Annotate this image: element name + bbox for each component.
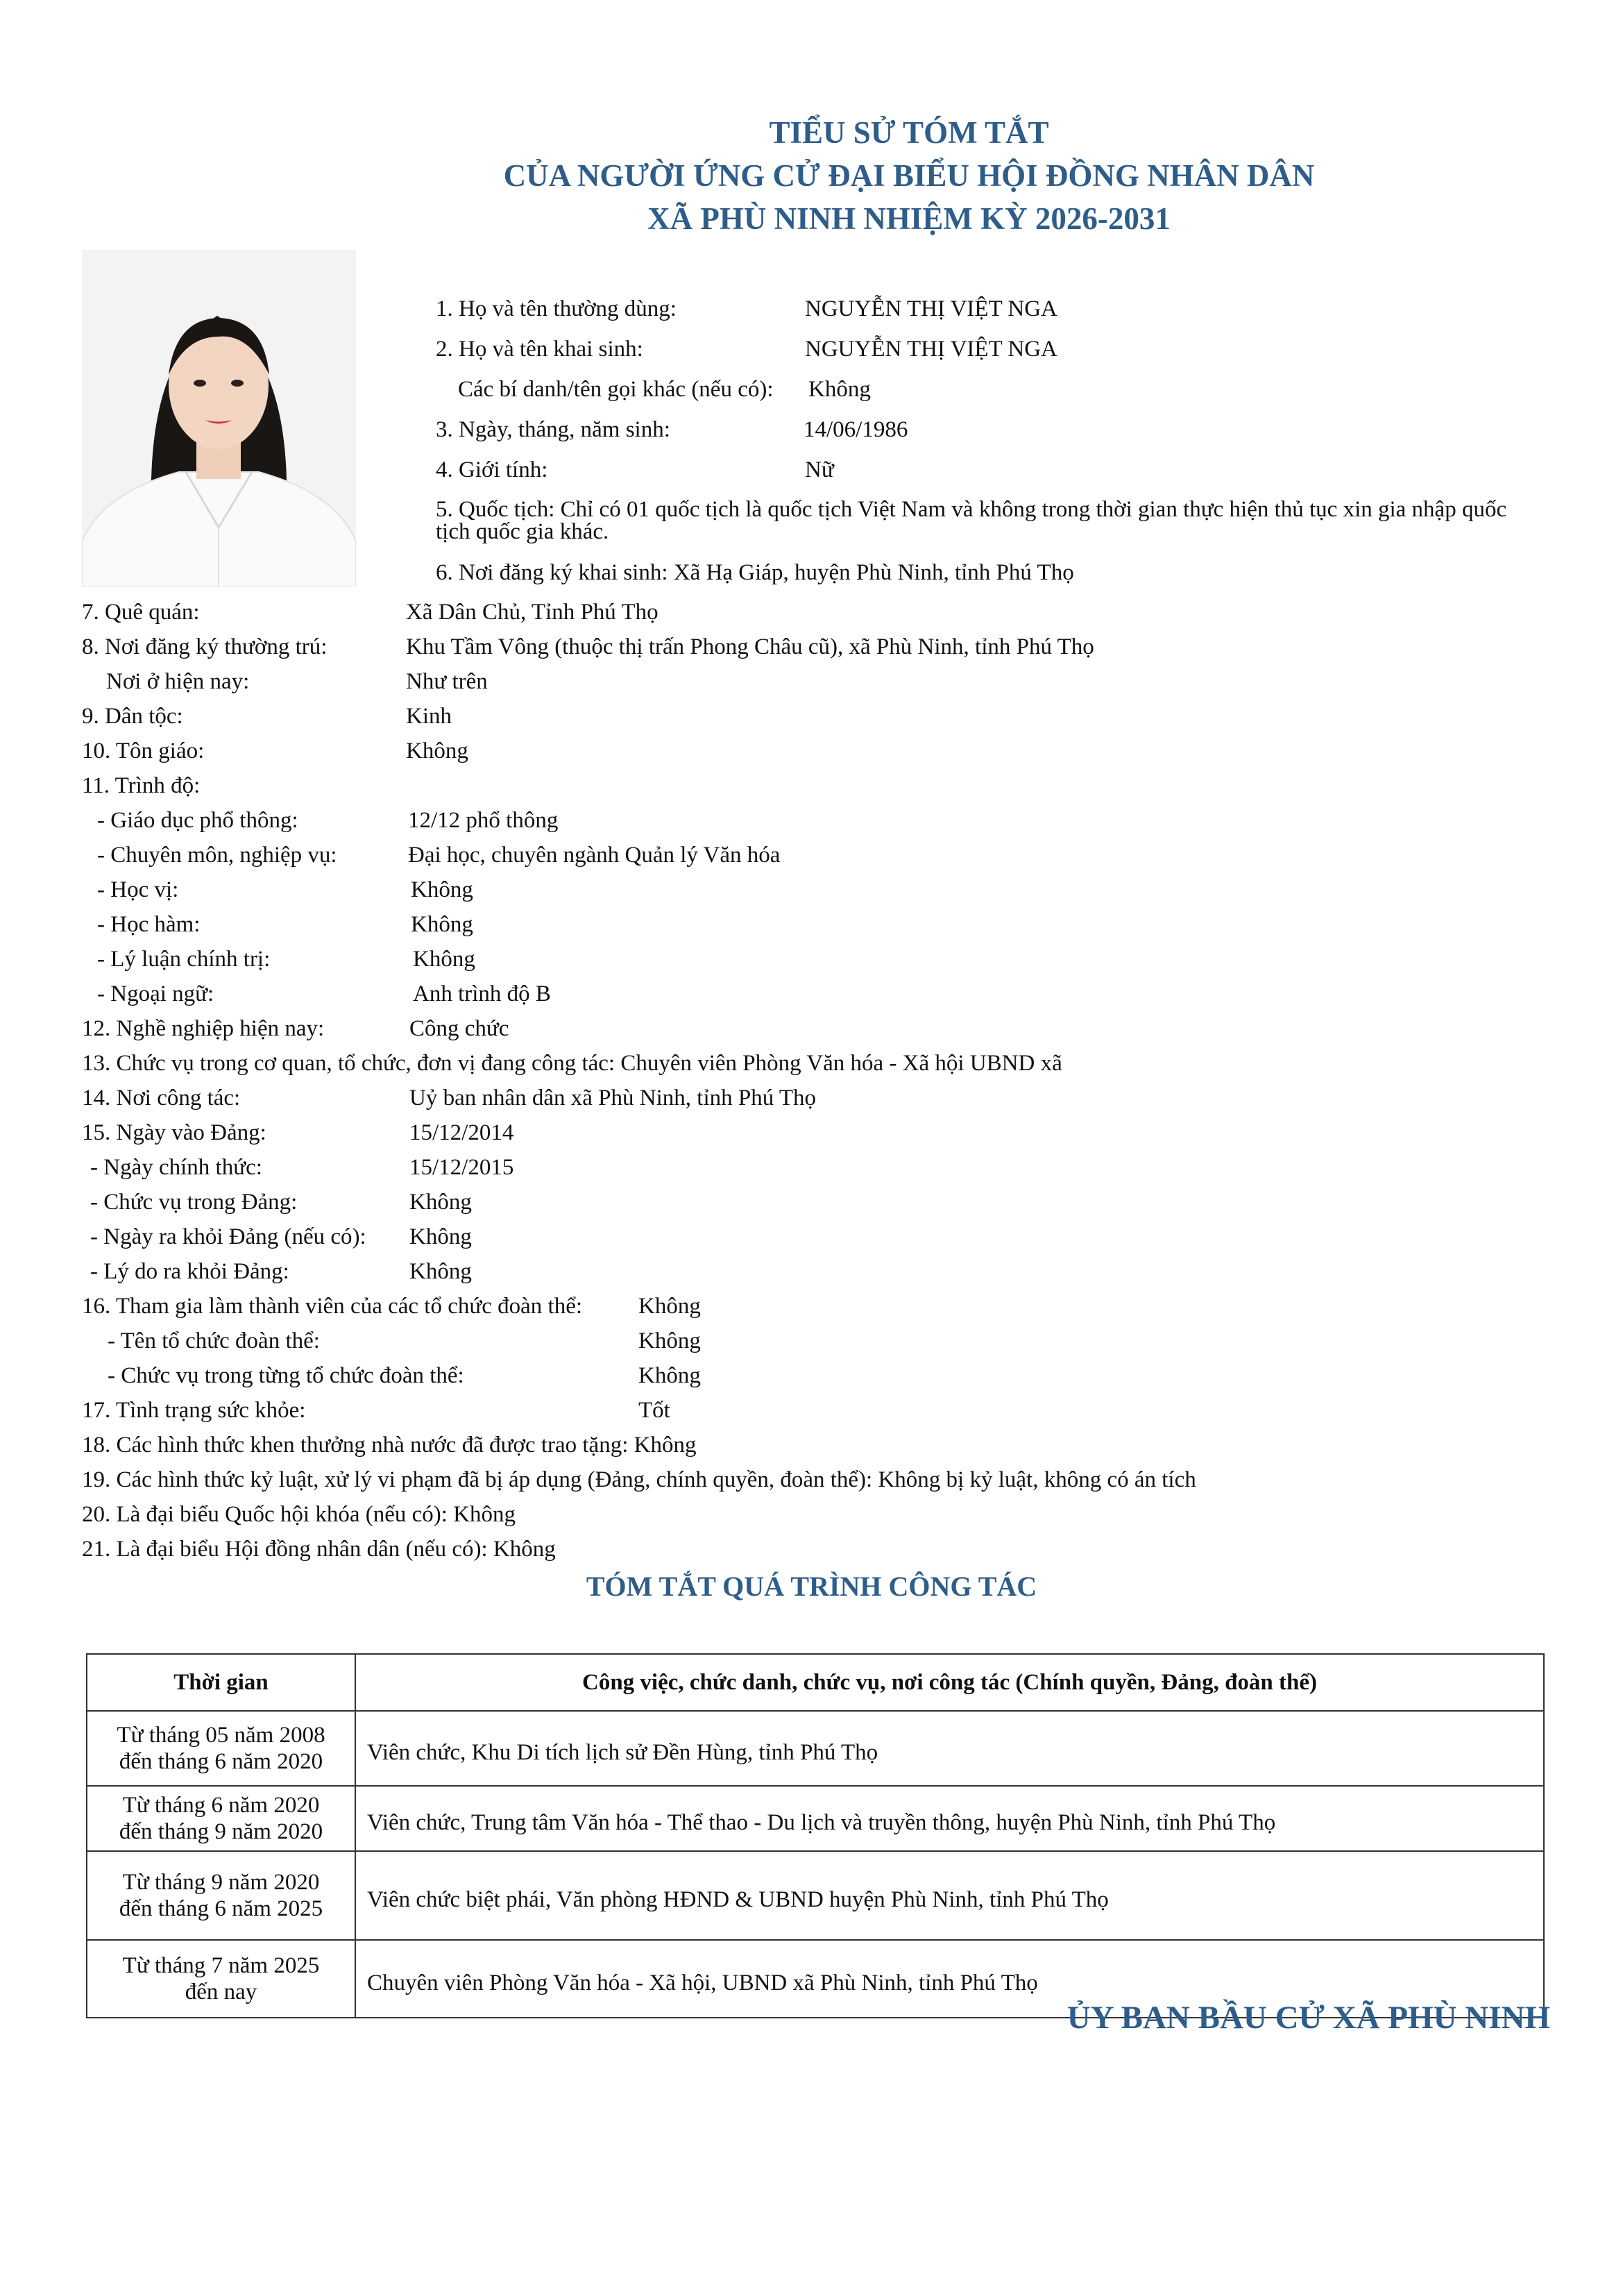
- field-21-text: 21. Là đại biểu Hội đồng nhân dân (nếu có): Không: [82, 1537, 556, 1562]
- field-16-label: 16. Tham gia làm thành viên của các tổ chức đoàn thể:: [82, 1294, 583, 1319]
- time-start: Từ tháng 6 năm 2020: [122, 1793, 320, 1818]
- field-16b-label: - Chức vụ trong từng tổ chức đoàn thể:: [108, 1363, 464, 1388]
- col-desc-header: Công việc, chức danh, chức vụ, nơi công tác (Chính quyền, Đảng, đoàn thể): [355, 1654, 1544, 1711]
- field-2-value: NGUYỄN THỊ VIỆT NGA: [805, 337, 1057, 362]
- field-11d-value: Không: [411, 912, 473, 937]
- field-7-label: 7. Quê quán:: [82, 600, 200, 625]
- field-11f-label: - Ngoại ngữ:: [97, 981, 214, 1006]
- time-start: Từ tháng 7 năm 2025: [122, 1953, 320, 1978]
- time-start: Từ tháng 9 năm 2020: [122, 1870, 320, 1895]
- field-11d-label: - Học hàm:: [97, 912, 201, 937]
- time-cell: [87, 1711, 355, 1786]
- field-5-text: 5. Quốc tịch: Chỉ có 01 quốc tịch là quốc tịch Việt Nam và không trong thời gian thực hiện thủ tục xin gia nhập quốc tịch quốc gia khác.: [436, 497, 1507, 544]
- field-11e-value: Không: [413, 947, 475, 972]
- desc-cell: Chuyên viên Phòng Văn hóa - Xã hội, UBND xã Phù Ninh, tỉnh Phú Thọ: [355, 1940, 1544, 2018]
- time-end: đến tháng 9 năm 2020: [119, 1819, 323, 1844]
- field-14-label: 14. Nơi công tác:: [82, 1086, 241, 1111]
- work-history-table: [86, 1653, 1545, 2018]
- desc-cell: Viên chức, Khu Di tích lịch sử Đền Hùng, tỉnh Phú Thọ: [355, 1711, 1544, 1786]
- field-10-value: Không: [406, 738, 468, 763]
- title-line-3: XÃ PHÙ NINH NHIỆM KỲ 2026-2031: [647, 201, 1171, 236]
- field-9-value: Kinh: [406, 704, 452, 729]
- field-6-text: 6. Nơi đăng ký khai sinh: Xã Hạ Giáp, huyện Phù Ninh, tỉnh Phú Thọ: [436, 560, 1074, 585]
- field-12-label: 12. Nghề nghiệp hiện nay:: [82, 1016, 325, 1041]
- field-11b-label: - Chuyên môn, nghiệp vụ:: [97, 843, 337, 868]
- field-8-label: 8. Nơi đăng ký thường trú:: [82, 634, 328, 659]
- field-9-label: 9. Dân tộc:: [82, 704, 183, 729]
- time-cell: [87, 1786, 355, 1851]
- time-end: đến nay: [185, 1980, 257, 2004]
- candidate-photo: [82, 250, 356, 586]
- field-15b-label: - Chức vụ trong Đảng:: [90, 1190, 298, 1215]
- desc-cell: Viên chức biệt phái, Văn phòng HĐND & UBND huyện Phù Ninh, tỉnh Phú Thọ: [355, 1851, 1544, 1940]
- field-15d-value: Không: [409, 1259, 472, 1284]
- time-cell: [87, 1940, 355, 2018]
- field-15d-label: - Lý do ra khỏi Đảng:: [90, 1259, 289, 1284]
- table-row: [87, 1786, 1544, 1851]
- time-end: đến tháng 6 năm 2020: [119, 1749, 323, 1774]
- field-11f-value: Anh trình độ B: [413, 981, 551, 1006]
- field-16-value: Không: [638, 1294, 701, 1319]
- work-history-title: TÓM TẮT QUÁ TRÌNH CÔNG TÁC: [586, 1571, 1037, 1602]
- field-8b-value: Như trên: [406, 669, 488, 694]
- time-start: Từ tháng 05 năm 2008: [117, 1723, 325, 1748]
- time-end: đến tháng 6 năm 2025: [119, 1896, 323, 1921]
- field-14-value: Uỷ ban nhân dân xã Phù Ninh, tỉnh Phú Thọ: [409, 1086, 817, 1111]
- alias-value: Không: [808, 377, 871, 402]
- field-11c-value: Không: [411, 877, 473, 902]
- field-1-label: 1. Họ và tên thường dùng:: [436, 296, 677, 321]
- field-15b-value: Không: [409, 1190, 472, 1215]
- field-4-value: Nữ: [805, 457, 834, 482]
- field-11a-label: - Giáo dục phổ thông:: [97, 808, 298, 833]
- field-11c-label: - Học vị:: [97, 877, 179, 902]
- field-11b-value: Đại học, chuyên ngành Quản lý Văn hóa: [408, 843, 781, 868]
- field-10-label: 10. Tôn giáo:: [82, 738, 205, 763]
- field-17-value: Tốt: [638, 1398, 670, 1423]
- title-line-2: CỦA NGƯỜI ỨNG CỬ ĐẠI BIỂU HỘI ĐỒNG NHÂN DÂN: [503, 158, 1315, 193]
- field-11e-label: - Lý luận chính trị:: [97, 947, 271, 972]
- field-16a-value: Không: [638, 1328, 701, 1353]
- table-header-row: [87, 1654, 1544, 1711]
- field-15a-label: - Ngày chính thức:: [90, 1155, 262, 1180]
- alias-label: Các bí danh/tên gọi khác (nếu có):: [458, 377, 774, 402]
- field-8-value: Khu Tầm Vông (thuộc thị trấn Phong Châu cũ), xã Phù Ninh, tỉnh Phú Thọ: [406, 634, 1094, 659]
- table-row: [87, 1711, 1544, 1786]
- field-4-label: 4. Giới tính:: [436, 457, 548, 482]
- field-16a-label: - Tên tổ chức đoàn thể:: [108, 1328, 320, 1353]
- field-20-text: 20. Là đại biểu Quốc hội khóa (nếu có): Không: [82, 1502, 516, 1527]
- election-committee-signature: ỦY BAN BẦU CỬ XÃ PHÙ NINH: [1067, 2000, 1550, 2036]
- field-1-value: NGUYỄN THỊ VIỆT NGA: [805, 296, 1057, 321]
- field-15a-value: 15/12/2015: [409, 1155, 514, 1180]
- field-13-text: 13. Chức vụ trong cơ quan, tổ chức, đơn vị đang công tác: Chuyên viên Phòng Văn hóa - Xã hội UBND xã: [82, 1051, 1062, 1076]
- field-2-label: 2. Họ và tên khai sinh:: [436, 337, 643, 362]
- field-8b-label: Nơi ở hiện nay:: [106, 669, 250, 694]
- field-15c-value: Không: [409, 1224, 472, 1249]
- field-18-text: 18. Các hình thức khen thưởng nhà nước đã được trao tặng: Không: [82, 1433, 697, 1458]
- field-11-label: 11. Trình độ:: [82, 773, 201, 798]
- field-3-label: 3. Ngày, tháng, năm sinh:: [436, 417, 670, 442]
- time-cell: [87, 1851, 355, 1940]
- field-16b-value: Không: [638, 1363, 701, 1388]
- field-17-label: 17. Tình trạng sức khỏe:: [82, 1398, 306, 1423]
- field-3-value: 14/06/1986: [804, 417, 908, 442]
- col-time-header: Thời gian: [87, 1654, 355, 1711]
- field-15c-label: - Ngày ra khỏi Đảng (nếu có):: [90, 1224, 366, 1249]
- field-19-text: 19. Các hình thức kỷ luật, xử lý vi phạm đã bị áp dụng (Đảng, chính quyền, đoàn thể): Không bị kỷ luật, không có án tích: [82, 1467, 1196, 1492]
- desc-cell: Viên chức, Trung tâm Văn hóa - Thể thao - Du lịch và truyền thông, huyện Phù Ninh, tỉnh Phú Thọ: [355, 1786, 1544, 1851]
- field-15-value: 15/12/2014: [409, 1120, 514, 1145]
- field-11a-value: 12/12 phổ thông: [408, 808, 559, 833]
- title-line-1: TIỂU SỬ TÓM TẮT: [769, 115, 1049, 150]
- field-7-value: Xã Dân Chủ, Tỉnh Phú Thọ: [406, 600, 658, 625]
- field-12-value: Công chức: [409, 1016, 509, 1041]
- table-row: [87, 1851, 1544, 1940]
- field-15-label: 15. Ngày vào Đảng:: [82, 1120, 266, 1145]
